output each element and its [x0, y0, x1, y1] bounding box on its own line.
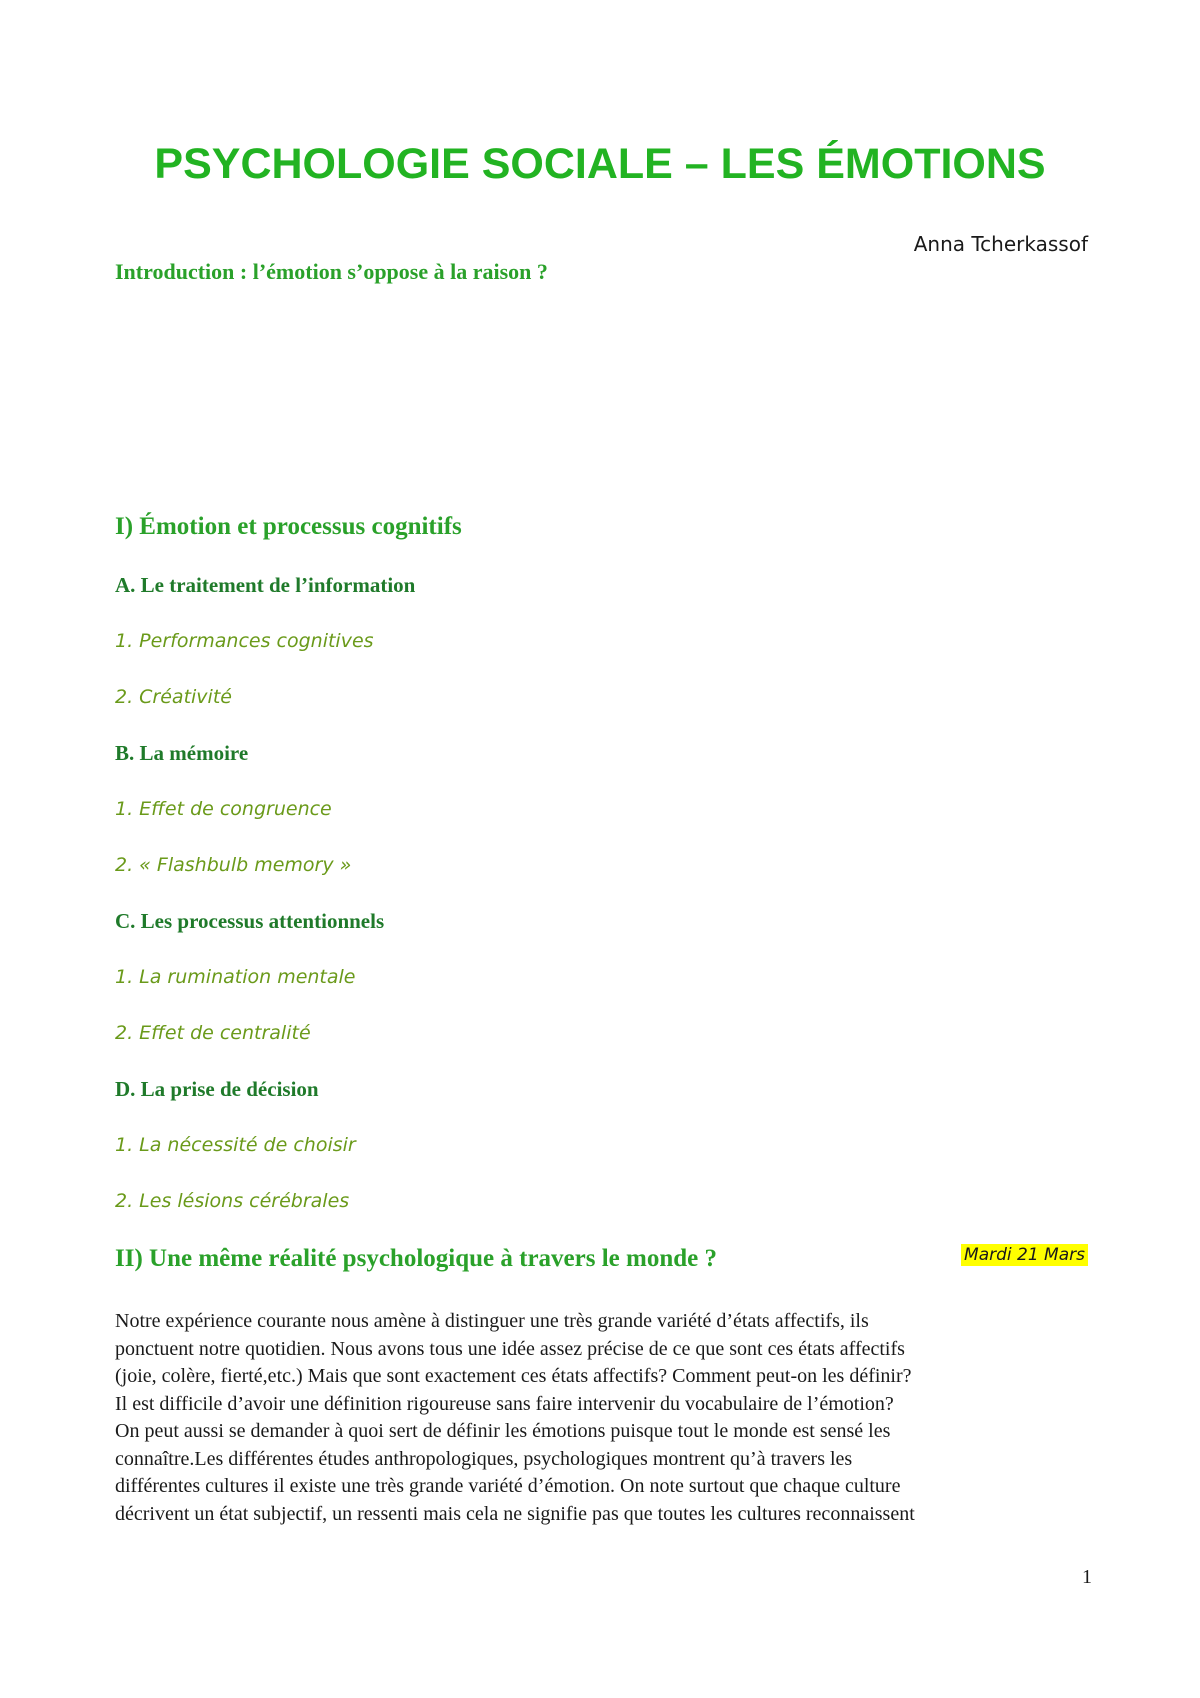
subsection-a-heading: A. Le traitement de l’information [115, 573, 416, 597]
subsection-a-item-1: 1. Performances cognitives [115, 630, 374, 652]
author-name: Anna Tcherkassof [913, 232, 1088, 256]
page-number: 1 [1082, 1566, 1092, 1588]
subsection-b-item-2: 2. « Flashbulb memory » [115, 854, 352, 876]
paragraph-line: On peut aussi se demander à quoi sert de définir les émotions puisque tout le monde est sensé les [115, 1420, 891, 1442]
paragraph-line: Notre expérience courante nous amène à distinguer une très grande variété d’états affectifs, ils [115, 1310, 869, 1332]
paragraph-line: (joie, colère, fierté,etc.) Mais que sont exactement ces états affectifs? Comment peut-on les définir? [115, 1365, 912, 1387]
subsection-a-item-2: 2. Créativité [115, 686, 232, 708]
paragraph-line: décrivent un état subjectif, un ressenti mais cela ne signifie pas que toutes les cultures reconnaissent [115, 1502, 915, 1525]
subsection-c-item-1: 1. La rumination mentale [115, 966, 356, 988]
section-1-heading: I) Émotion et processus cognitifs [115, 513, 462, 540]
subsection-d-item-1: 1. La nécessité de choisir [115, 1134, 356, 1156]
subsection-c-item-2: 2. Effet de centralité [115, 1022, 311, 1044]
subsection-b-heading: B. La mémoire [115, 741, 249, 765]
paragraph-line: ponctuent notre quotidien. Nous avons tous une idée assez précise de ce que sont ces états affectifs [115, 1337, 905, 1360]
section-2-heading: II) Une même réalité psychologique à travers le monde ? [115, 1245, 717, 1272]
paragraph-line: Il est difficile d’avoir une définition rigoureuse sans faire intervenir du vocabulaire de l’émotion? [115, 1392, 894, 1415]
subsection-c-heading: C. Les processus attentionnels [115, 909, 385, 933]
document-title: PSYCHOLOGIE SOCIALE – LES ÉMOTIONS [154, 140, 1046, 188]
paragraph-line: différentes cultures il existe une très grande variété d’émotion. On note surtout que chaque culture [115, 1475, 901, 1497]
introduction-heading: Introduction : l’émotion s’oppose à la raison ? [115, 259, 548, 284]
paragraph-line: connaître.Les différentes études anthropologiques, psychologiques montrent qu’à travers les [115, 1447, 853, 1470]
subsection-b-item-1: 1. Effet de congruence [115, 798, 332, 820]
subsection-d-item-2: 2. Les lésions cérébrales [115, 1190, 350, 1212]
date-highlight: Mardi 21 Mars [961, 1244, 1088, 1266]
section-2-paragraph [115, 1308, 1088, 1528]
subsection-d-heading: D. La prise de décision [115, 1077, 319, 1101]
